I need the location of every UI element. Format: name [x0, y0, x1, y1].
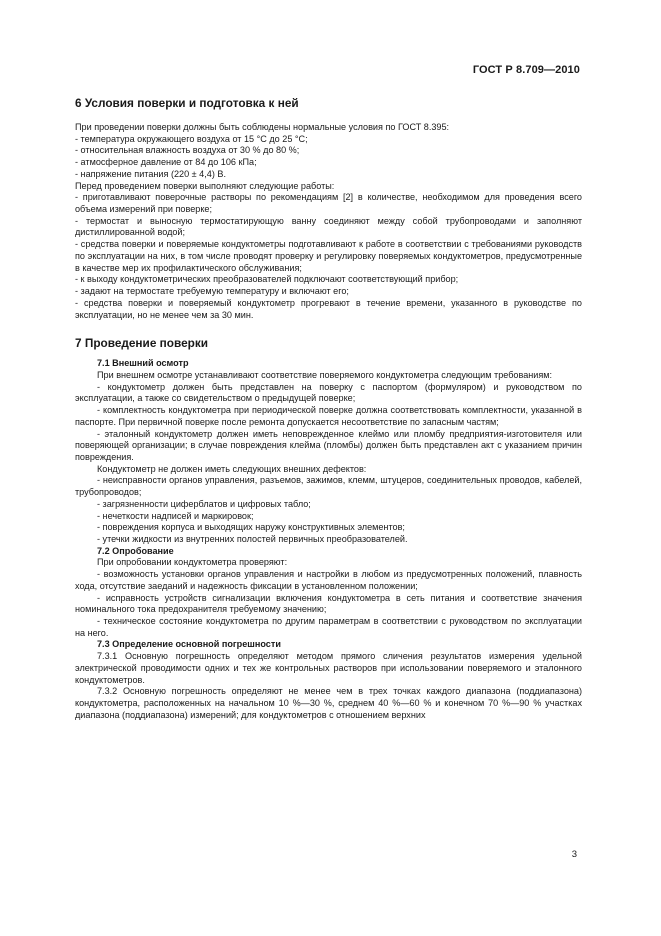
- list-item: - термостат и выносную термостатирующую ванну соединяют между собой трубопроводами и заполняют дистиллированной водой;: [75, 215, 582, 238]
- list-item: - загрязненности циферблатов и цифровых табло;: [97, 498, 311, 509]
- paragraph: Кондуктометр не должен иметь следующих внешних дефектов:: [97, 463, 367, 474]
- list-item: - средства поверки и поверяемые кондуктометры подготавливают к работе в соответствии с требованиями руководств по эксплуатации на них, в том числе проводят проверку и регулировку поверяемых кондуктометров, предусмотренные в качестве мер их профилактического обслуживания;: [75, 239, 582, 273]
- list-item: - исправность устройств сигнализации включения кондуктометра в сеть питания и соответствие значения номинального тока предохранителя требуемому значению;: [75, 592, 582, 615]
- list-item: - к выходу кондуктометрических преобразователей подключают соответствующий прибор;: [75, 274, 459, 285]
- list-item: - повреждения корпуса и выходящих наружу конструктивных элементов;: [97, 522, 405, 533]
- subsection-7-3-title: 7.3 Определение основной погрешности: [97, 639, 281, 650]
- paragraph: Перед проведением поверки выполняют следующие работы:: [75, 180, 335, 191]
- document-body: [75, 96, 582, 722]
- list-item: - кондуктометр должен быть представлен на поверку с паспортом (формуляром) и руководством по эксплуатации, а также со свидетельством о предыдущей поверке;: [75, 381, 582, 404]
- section-6-title: 6 Условия поверки и подготовка к ней: [75, 96, 299, 110]
- list-item: - возможность установки органов управления и настройки в любом из предусмотренных положений, плавность хода, отсутствие заеданий и надежность фиксации в установленном положении;: [75, 569, 582, 591]
- paragraph: При опробовании кондуктометра проверяют:: [97, 557, 288, 568]
- list-item: - комплектность кондуктометра при периодической поверке должна соответствовать комплектности, указанной в паспорте. При первичной поверке после ремонта допускается несоответствие по запасным частям;: [75, 405, 582, 427]
- list-item: - техническое состояние кондуктометра по другим параметрам в соответствии с руководством по эксплуатации на него.: [75, 616, 582, 638]
- section-7-title: 7 Проведение поверки: [75, 336, 209, 351]
- list-item: - неисправности органов управления, разъемов, зажимов, клемм, штуцеров, соединительных проводов, кабелей, трубопроводов;: [75, 475, 582, 498]
- paragraph: При проведении поверки должны быть соблюдены нормальные условия по ГОСТ 8.395:: [75, 122, 450, 132]
- document-header: ГОСТ Р 8.709—2010: [472, 64, 580, 76]
- subsection-7-2-title: 7.2 Опробование: [97, 545, 174, 556]
- list-item: - атмосферное давление от 84 до 106 кПа;: [75, 157, 257, 168]
- page-number: 3: [571, 849, 577, 860]
- list-item: - утечки жидкости из внутренних полостей первичных преобразователей.: [97, 534, 408, 544]
- list-item: - напряжение питания (220 ± 4,4) В.: [75, 168, 226, 179]
- paragraph: 7.3.1 Основную погрешность определяют методом прямого сличения результатов измерения удельной электрической проводимости одних и тех же контрольных растворов при использовании поверяемого и эталонного кондуктометров.: [75, 651, 582, 685]
- paragraph: При внешнем осмотре устанавливают соответствие поверяемого кондуктометра следующим требованиям:: [97, 369, 553, 380]
- list-item: - температура окружающего воздуха от 15 °С до 25 °С;: [75, 133, 308, 144]
- subsection-7-1-title: 7.1 Внешний осмотр: [97, 358, 189, 369]
- list-item: - приготавливают поверочные растворы по рекомендациям [2] в количестве, необходимом для проведения всего объема измерений при поверке;: [75, 192, 582, 215]
- paragraph: 7.3.2 Основную погрешность определяют не менее чем в трех точках каждого диапазона (поддиапазона) кондуктометра, расположенных на начальном 10 %—30 %, среднем 40 %—60 % и конечном 70 %—90 % участках диапазона (поддиапазона) измерений; для кондуктометров с отношением верхних: [75, 686, 582, 720]
- list-item: - нечеткости надписей и маркировок;: [97, 510, 254, 521]
- list-item: - эталонный кондуктометр должен иметь неповрежденное клеймо или пломбу предприятия-изготовителя или поверяющей организации; в случае повреждения клейма (пломбы) должен быть представлен акт с указанием причин повреждения.: [75, 428, 582, 462]
- list-item: - средства поверки и поверяемый кондуктометр прогревают в течение времени, указанного в руководстве по эксплуатации, но не менее чем за 30 мин.: [75, 297, 582, 320]
- list-item: - задают на термостате требуемую температуру и включают его;: [75, 286, 349, 297]
- list-item: - относительная влажность воздуха от 30 % до 80 %;: [75, 145, 300, 156]
